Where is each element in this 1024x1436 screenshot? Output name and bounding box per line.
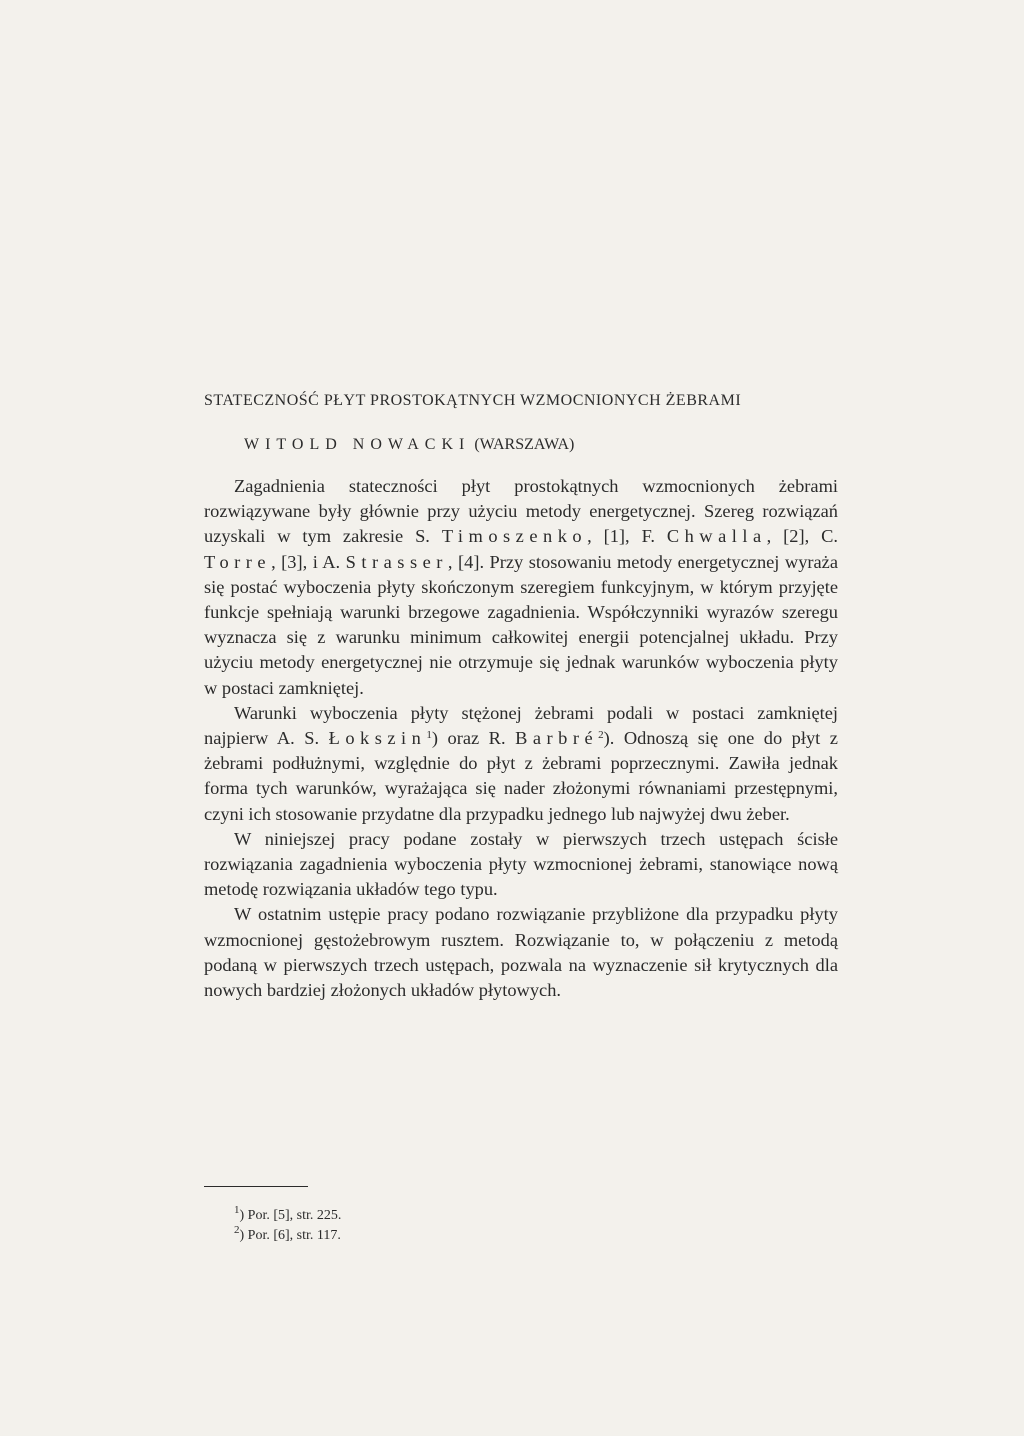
footnote-2: $^2$) Por. [6], str. 117. <box>234 1224 341 1243</box>
author-name: WITOLD NOWACKI <box>244 436 471 453</box>
article-body <box>204 474 838 1003</box>
paragraph-2: Warunki wyboczenia płyty stężonej żebrami podali w postaci zamkniętej najpierw A. S. Łokszin$^1$) oraz R. Barbré$^2$). Odnoszą się one do płyt z żebrami podłużnymi, względnie do płyt z żebrami poprzecznymi. Zawiła jednak forma tych warunków, wyrażająca się nader złożonymi równaniami przestępnymi, czyni ich stosowanie przydatne dla przypadku jednego lub najwyżej dwu żeber. <box>204 702 838 824</box>
footnote-ref: 2 <box>598 729 604 742</box>
cited-author: Timoszenko <box>441 526 588 547</box>
paragraph-3: W niniejszej pracy podane zostały w pierwszych trzech ustępach ścisłe rozwiązania zagadnienia wyboczenia płyty wzmocnionej żebrami, stanowiące nową metodę rozwiązania układów tego typu. <box>204 828 838 900</box>
footnote-1: $^1$) Por. [5], str. 225. <box>234 1204 342 1223</box>
cited-author: Torre <box>204 551 272 572</box>
cited-author: Łokszin <box>328 728 427 749</box>
cited-author: Strasser <box>345 551 448 572</box>
paragraph-4: W ostatnim ustępie pracy podano rozwiązanie przybliżone dla przypadku płyty wzmocnionej gęstożebrowym rusztem. Rozwiązanie to, w połączeniu z metodą podaną w pierwszych trzech ustępach, pozwala na wyznaczenie sił krytycznych dla nowych bardziej złożonych układów płytowych. <box>204 904 838 1001</box>
cited-author: Chwalla <box>666 526 767 547</box>
author-affiliation: (WARSZAWA) <box>474 436 575 453</box>
footnote-divider <box>204 1186 308 1187</box>
author-line <box>244 436 844 454</box>
footnote-ref: 1 <box>426 729 432 742</box>
cited-author: Barbré <box>515 728 599 749</box>
footnotes <box>234 1206 341 1246</box>
paragraph-1: Zagadnienia stateczności płyt prostokątnych wzmocnionych żebrami rozwiązywane były głównie przy użyciu metody energetycznej. Szereg rozwiązań uzyskali w tym zakresie S. Timoszenko, [1], F. Chwalla, [2], C. Torre, [3], i A. Strasser, [4]. Przy stosowaniu metody energetycznej wyraża się postać wyboczenia płyty skończonym szeregiem funkcyjnym, w którym przyjęte funkcje spełniają warunki brzegowe zagadnienia. Współczynniki wyrazów szeregu wyznacza się z warunku minimum całkowitej energii potencjalnej układu. Przy użyciu metody energetycznej nie otrzymuje się jednak warunków wyboczenia płyty w postaci zamkniętej. <box>204 476 838 698</box>
article-title: STATECZNOŚĆ PŁYT PROSTOKĄTNYCH WZMOCNIONYCH ŻEBRAMI <box>204 392 742 409</box>
